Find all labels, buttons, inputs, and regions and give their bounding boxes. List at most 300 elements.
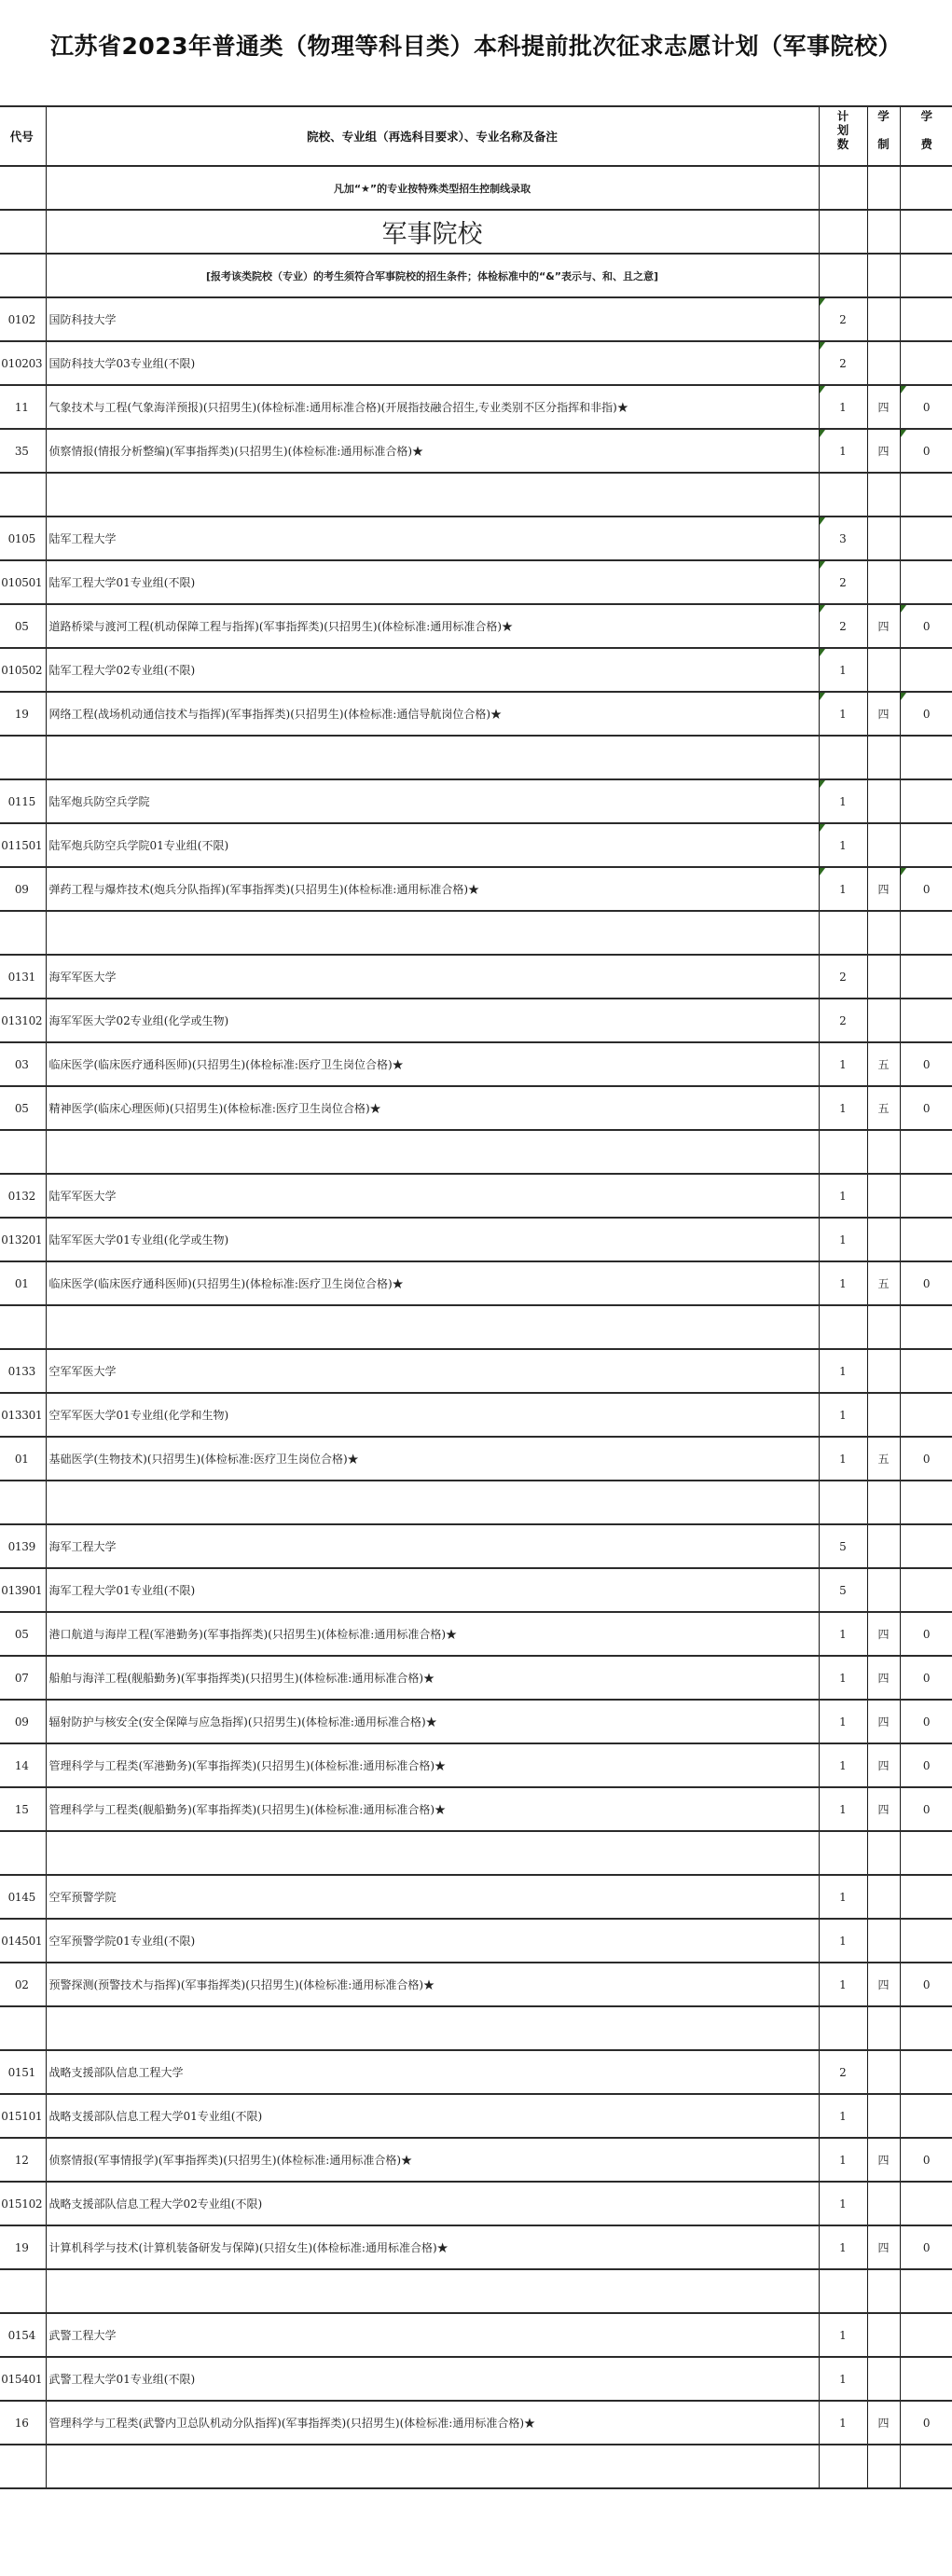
major-row [0,1612,952,1656]
cell-years [867,999,900,1042]
cell-fee [900,560,952,604]
cell-code: 19 [0,692,46,736]
cell-plan-value: 3 [839,531,847,545]
major-row [0,2138,952,2182]
header-name: 院校、专业组（再选科目要求）、专业名称及备注 [46,106,819,166]
cell-years [867,1481,900,1524]
cell-years [867,779,900,823]
cell-fee: 0 [900,2225,952,2269]
cell-years: 四 [867,2225,900,2269]
cell-fee-value: 0 [922,444,931,458]
cell-plan [819,2269,867,2313]
cell-fee [900,823,952,867]
cell-fee: 0 [900,1700,952,1743]
major-row [0,429,952,473]
cell-plan-value: 1 [839,707,847,721]
cell-comment-marker-icon [820,824,825,832]
cell-code [0,2445,46,2488]
school-row [0,955,952,999]
cell-years: 四 [867,1612,900,1656]
cell-plan: 1 [819,1218,867,1261]
cell-fee [900,648,952,692]
cell-fee [900,2313,952,2357]
cell-name: 弹药工程与爆炸技术(炮兵分队指挥)(军事指挥类)(只招男生)(体检标准:通用标准合格)★ [46,867,819,911]
cell-code: 15 [0,1787,46,1831]
cell-years [867,1174,900,1218]
cell-fee: 0 [900,1437,952,1481]
cell-name: 网络工程(战场机动通信技术与指挥)(军事指挥类)(只招男生)(体检标准:通信导航岗位合格)★ [46,692,819,736]
cell-fee-value: 0 [922,707,931,721]
cell-name: 临床医学(临床医疗通科医师)(只招男生)(体检标准:医疗卫生岗位合格)★ [46,1042,819,1086]
school-row [0,1174,952,1218]
cell-code: 16 [0,2401,46,2445]
cell-plan-value: 2 [839,312,847,326]
cell-plan: 1 [819,2138,867,2182]
cell-name: 空军军医大学01专业组(化学和生物) [46,1393,819,1437]
group-row [0,1919,952,1963]
cell-name: 海军军医大学02专业组(化学或生物) [46,999,819,1042]
cell-fee [900,2445,952,2488]
major-row [0,1700,952,1743]
cell-name: 空军预警学院01专业组(不限) [46,1919,819,1963]
cell-name: 船舶与海洋工程(舰船勤务)(军事指挥类)(只招男生)(体检标准:通用标准合格)★ [46,1656,819,1700]
school-row [0,1875,952,1919]
cell-code [0,2269,46,2313]
major-row [0,1787,952,1831]
cell-years [867,1305,900,1349]
cell-fee [900,1524,952,1568]
cell-plan: 1 [819,1963,867,2006]
group-row [0,560,952,604]
spacer-row [0,911,952,955]
cell-plan-value: 2 [839,619,847,633]
cell-name: 战略支援部队信息工程大学02专业组(不限) [46,2182,819,2225]
cell-name: 海军工程大学 [46,1524,819,1568]
school-row [0,517,952,560]
cell-code: 09 [0,1700,46,1743]
cell-code: 0145 [0,1875,46,1919]
cell-fee [900,955,952,999]
cell-code: 0105 [0,517,46,560]
cell-plan [819,385,867,429]
cell-code: 011501 [0,823,46,867]
cell-fee [900,341,952,385]
cell-plan: 1 [819,1875,867,1919]
group-row [0,1568,952,1612]
cell-fee-value: 0 [922,619,931,633]
cell-fee [900,2269,952,2313]
header-plan: 计 划 数 [819,106,867,166]
cell-plan: 1 [819,1174,867,1218]
cell-comment-marker-icon [901,868,906,875]
cell-plan [819,341,867,385]
cell-name: 陆军工程大学01专业组(不限) [46,560,819,604]
cell-code: 05 [0,1612,46,1656]
major-row [0,1656,952,1700]
major-row [0,1261,952,1305]
cell-comment-marker-icon [820,868,825,875]
spacer-row [0,2445,952,2488]
cell-plan: 1 [819,1261,867,1305]
spacer-row [0,1831,952,1875]
cell-plan-value: 2 [839,575,847,589]
cell-years [867,2094,900,2138]
group-row [0,2094,952,2138]
table-header-row [0,106,952,166]
cell-years [867,473,900,517]
cell-name: 战略支援部队信息工程大学01专业组(不限) [46,2094,819,2138]
cell-plan [819,867,867,911]
cell-fee [900,2050,952,2094]
section-title: 军事院校 [46,210,819,254]
cell-fee [900,736,952,779]
cell-code: 014501 [0,1919,46,1963]
cell-fee [900,911,952,955]
cell-years [867,560,900,604]
cell-plan [819,911,867,955]
cell-years [867,1349,900,1393]
cell-name: 港口航道与海岸工程(军港勤务)(军事指挥类)(只招男生)(体检标准:通用标准合格)★ [46,1612,819,1656]
major-row [0,1963,952,2006]
cell-fee: 0 [900,1042,952,1086]
cell-years [867,1218,900,1261]
cell-plan: 1 [819,1919,867,1963]
cell-fee [900,385,952,429]
cell-name: 气象技术与工程(气象海洋预报)(只招男生)(体检标准:通用标准合格)(开展指技融合招生,专业类别不区分指挥和非指)★ [46,385,819,429]
major-row [0,2401,952,2445]
cell-comment-marker-icon [820,517,825,525]
group-row [0,648,952,692]
cell-plan [819,2006,867,2050]
cell-code: 013201 [0,1218,46,1261]
cell-code: 0131 [0,955,46,999]
cell-plan [819,1481,867,1524]
cell-code: 0154 [0,2313,46,2357]
cell-code: 11 [0,385,46,429]
spacer-row [0,2269,952,2313]
cell-years: 四 [867,604,900,648]
cell-fee: 0 [900,1743,952,1787]
cell-name: 基础医学(生物技术)(只招男生)(体检标准:医疗卫生岗位合格)★ [46,1437,819,1481]
cell-fee [900,692,952,736]
cell-years [867,517,900,560]
cell-plan-value: 1 [839,882,847,896]
cell-plan [819,297,867,341]
cell-code [0,1130,46,1174]
cell-plan: 2 [819,2050,867,2094]
condition-note-row [0,254,952,297]
cell-name: 精神医学(临床心理医师)(只招男生)(体检标准:医疗卫生岗位合格)★ [46,1086,819,1130]
cell-years [867,1831,900,1875]
cell-code [0,1481,46,1524]
cell-code: 03 [0,1042,46,1086]
cell-fee [900,867,952,911]
group-row [0,1393,952,1437]
cell-code: 0132 [0,1174,46,1218]
cell-plan: 5 [819,1568,867,1612]
section-title-row [0,210,952,254]
cell-comment-marker-icon [901,430,906,437]
cell-code [0,2006,46,2050]
cell-years [867,297,900,341]
cell-code: 19 [0,2225,46,2269]
cell-plan: 1 [819,1349,867,1393]
cell-years: 四 [867,2401,900,2445]
cell-plan [819,2445,867,2488]
cell-name [46,2445,819,2488]
cell-comment-marker-icon [820,693,825,700]
cell-name: 武警工程大学01专业组(不限) [46,2357,819,2401]
cell-code: 07 [0,1656,46,1700]
cell-plan-value: 1 [839,838,847,852]
cell-plan: 1 [819,1743,867,1787]
cell-years [867,823,900,867]
cell-years: 四 [867,2138,900,2182]
cell-name: 陆军军医大学 [46,1174,819,1218]
cell-plan [819,1305,867,1349]
major-row [0,1086,952,1130]
cell-fee-value: 0 [922,400,931,414]
school-row [0,779,952,823]
major-row [0,2225,952,2269]
cell-fee [900,1568,952,1612]
cell-fee [900,1831,952,1875]
spacer-row [0,1305,952,1349]
cell-comment-marker-icon [901,693,906,700]
cell-plan [819,779,867,823]
cell-code: 013102 [0,999,46,1042]
cell-years: 四 [867,692,900,736]
cell-plan: 1 [819,2225,867,2269]
group-row [0,999,952,1042]
cell-years [867,1568,900,1612]
cell-plan [819,736,867,779]
cell-fee [900,2182,952,2225]
cell-name: 管理科学与工程类(武警内卫总队机动分队指挥)(军事指挥类)(只招男生)(体检标准:通用标准合格)★ [46,2401,819,2445]
cell-years [867,648,900,692]
cell-fee [900,779,952,823]
cell-name: 管理科学与工程类(军港勤务)(军事指挥类)(只招男生)(体检标准:通用标准合格)★ [46,1743,819,1787]
cell-code [0,911,46,955]
cell-name: 空军预警学院 [46,1875,819,1919]
spacer-row [0,2006,952,2050]
cell-code: 010203 [0,341,46,385]
cell-name [46,473,819,517]
star-note: 凡加“★”的专业按特殊类型招生控制线录取 [46,166,819,210]
cell-fee: 0 [900,2401,952,2445]
cell-name: 侦察情报(情报分析整编)(军事指挥类)(只招男生)(体检标准:通用标准合格)★ [46,429,819,473]
cell-years: 五 [867,1261,900,1305]
cell-plan: 1 [819,2401,867,2445]
cell-name: 战略支援部队信息工程大学 [46,2050,819,2094]
cell-fee: 0 [900,1612,952,1656]
cell-plan: 1 [819,2313,867,2357]
cell-years [867,1130,900,1174]
cell-name: 预警探测(预警技术与指挥)(军事指挥类)(只招男生)(体检标准:通用标准合格)★ [46,1963,819,2006]
cell-plan: 1 [819,1787,867,1831]
cell-code: 05 [0,604,46,648]
cell-name: 海军工程大学01专业组(不限) [46,1568,819,1612]
cell-years [867,736,900,779]
cell-code: 013901 [0,1568,46,1612]
cell-plan: 1 [819,1393,867,1437]
cell-code: 01 [0,1261,46,1305]
cell-plan: 1 [819,2182,867,2225]
cell-plan [819,517,867,560]
cell-fee [900,2357,952,2401]
spacer-row [0,1130,952,1174]
cell-plan: 1 [819,1042,867,1086]
cell-code: 0102 [0,297,46,341]
cell-years: 四 [867,1787,900,1831]
major-row [0,692,952,736]
cell-years: 四 [867,867,900,911]
cell-code: 12 [0,2138,46,2182]
cell-name: 海军军医大学 [46,955,819,999]
cell-code: 0115 [0,779,46,823]
cell-comment-marker-icon [820,780,825,788]
cell-name [46,2269,819,2313]
cell-name [46,1831,819,1875]
cell-plan [819,1831,867,1875]
cell-years [867,1524,900,1568]
cell-name: 管理科学与工程类(舰船勤务)(军事指挥类)(只招男生)(体检标准:通用标准合格)★ [46,1787,819,1831]
group-row [0,1218,952,1261]
cell-comment-marker-icon [820,430,825,437]
cell-name [46,2006,819,2050]
school-row [0,2313,952,2357]
cell-years [867,1919,900,1963]
cell-years [867,2445,900,2488]
cell-years [867,2006,900,2050]
cell-code: 010502 [0,648,46,692]
cell-years [867,2050,900,2094]
cell-plan: 1 [819,1437,867,1481]
cell-plan: 5 [819,1524,867,1568]
cell-fee [900,1174,952,1218]
cell-years: 四 [867,429,900,473]
cell-fee [900,517,952,560]
cell-code [0,736,46,779]
cell-fee [900,1393,952,1437]
cell-fee [900,2006,952,2050]
header-years: 学 制 [867,106,900,166]
cell-comment-marker-icon [820,342,825,350]
cell-fee [900,1130,952,1174]
document-title: 江苏省2023年普通类（物理等科目类）本科提前批次征求志愿计划（军事院校） [49,33,903,60]
school-row [0,1524,952,1568]
cell-fee: 0 [900,1086,952,1130]
cell-fee: 0 [900,1963,952,2006]
cell-plan [819,692,867,736]
cell-fee [900,473,952,517]
cell-fee [900,1218,952,1261]
cell-comment-marker-icon [901,386,906,393]
cell-years: 五 [867,1086,900,1130]
cell-comment-marker-icon [820,649,825,656]
cell-years [867,911,900,955]
cell-comment-marker-icon [901,605,906,613]
cell-code: 35 [0,429,46,473]
cell-plan: 1 [819,1700,867,1743]
header-fee: 学 费 [900,106,952,166]
cell-name: 陆军军医大学01专业组(化学或生物) [46,1218,819,1261]
cell-fee [900,1875,952,1919]
header-code: 代号 [0,106,46,166]
group-row [0,2357,952,2401]
cell-name: 陆军炮兵防空兵学院 [46,779,819,823]
cell-plan [819,648,867,692]
cell-plan-value: 1 [839,794,847,808]
cell-name: 辐射防护与核安全(安全保障与应急指挥)(只招男生)(体检标准:通用标准合格)★ [46,1700,819,1743]
cell-years [867,1875,900,1919]
cell-plan: 1 [819,1612,867,1656]
school-row [0,297,952,341]
cell-fee: 0 [900,1787,952,1831]
cell-fee [900,1349,952,1393]
cell-fee [900,429,952,473]
cell-code: 015401 [0,2357,46,2401]
major-row [0,604,952,648]
enrollment-plan-table [0,105,952,2489]
major-row [0,1042,952,1086]
cell-name: 陆军工程大学02专业组(不限) [46,648,819,692]
cell-name [46,911,819,955]
school-row [0,1349,952,1393]
cell-years: 四 [867,1656,900,1700]
cell-years: 四 [867,1963,900,2006]
major-row [0,1437,952,1481]
cell-plan [819,823,867,867]
cell-plan [819,429,867,473]
cell-name [46,1130,819,1174]
cell-plan [819,560,867,604]
cell-fee: 0 [900,1656,952,1700]
cell-code: 010501 [0,560,46,604]
cell-fee-value: 0 [922,882,931,896]
spacer-row [0,473,952,517]
cell-comment-marker-icon [820,298,825,306]
cell-name: 道路桥梁与渡河工程(机动保障工程与指挥)(军事指挥类)(只招男生)(体检标准:通用标准合格)★ [46,604,819,648]
cell-name: 计算机科学与技术(计算机装备研发与保障)(只招女生)(体检标准:通用标准合格)★ [46,2225,819,2269]
cell-comment-marker-icon [820,386,825,393]
cell-code [0,1831,46,1875]
cell-name: 国防科技大学 [46,297,819,341]
cell-years: 五 [867,1042,900,1086]
cell-fee [900,999,952,1042]
major-row [0,385,952,429]
cell-code: 015102 [0,2182,46,2225]
cell-fee: 0 [900,2138,952,2182]
cell-code: 015101 [0,2094,46,2138]
cell-plan [819,473,867,517]
condition-note: [报考该类院校（专业）的考生须符合军事院校的招生条件；体检标准中的“&”表示与、和、且之意] [46,254,819,297]
cell-plan [819,1130,867,1174]
cell-fee [900,604,952,648]
cell-years: 四 [867,1700,900,1743]
cell-plan: 2 [819,999,867,1042]
cell-years [867,1393,900,1437]
cell-plan: 1 [819,1656,867,1700]
cell-comment-marker-icon [820,561,825,569]
cell-code: 09 [0,867,46,911]
cell-fee [900,2094,952,2138]
cell-plan: 2 [819,955,867,999]
cell-code: 013301 [0,1393,46,1437]
cell-fee [900,1305,952,1349]
cell-plan-value: 1 [839,444,847,458]
cell-code: 0133 [0,1349,46,1393]
